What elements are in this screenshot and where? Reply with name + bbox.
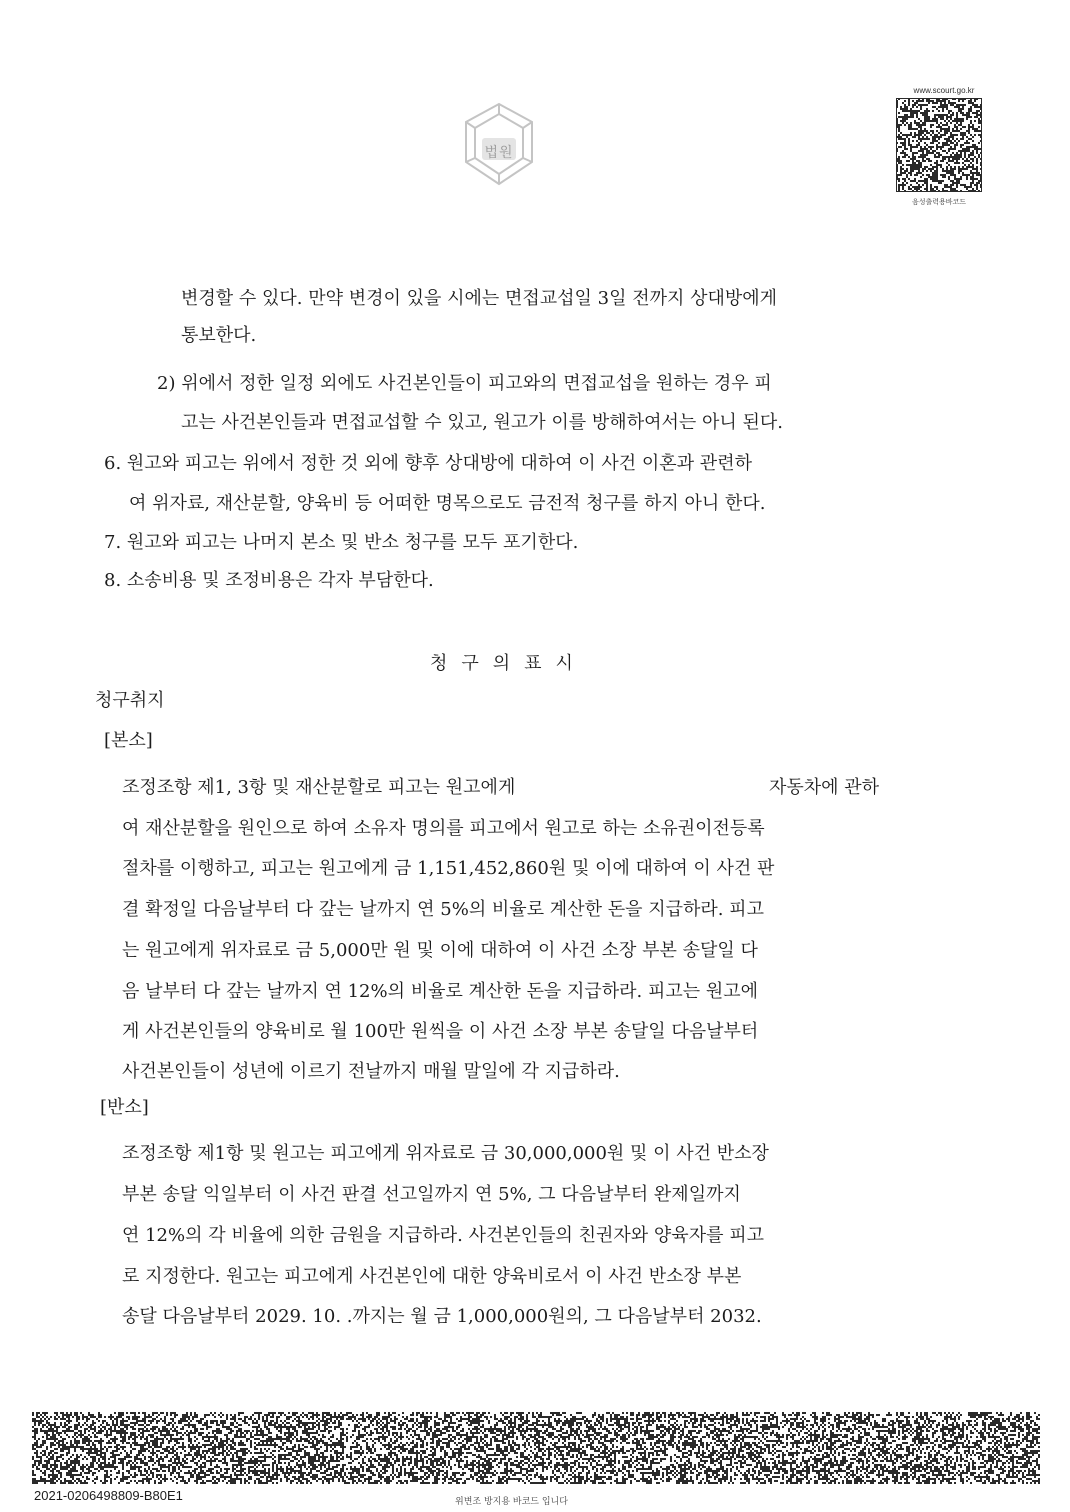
text-line: 자동차에 관하 bbox=[769, 777, 880, 798]
text-line: 여 위자료, 재산분할, 양육비 등 어떠한 명목으로도 금전적 청구를 하지 아니 한다. bbox=[129, 493, 766, 514]
text-line: 2) 위에서 정한 일정 외에도 사건본인들이 피고와의 면접교섭을 원하는 경우 피 bbox=[157, 373, 772, 394]
text-line: 결 확정일 다음날부터 다 갚는 날까지 연 5%의 비율로 계산한 돈을 지급하라. 피고 bbox=[122, 899, 764, 920]
section-label: [본소] bbox=[104, 730, 153, 751]
text-line: 통보한다. bbox=[181, 325, 257, 346]
text-line: 7. 원고와 피고는 나머지 본소 및 반소 청구를 모두 포기한다. bbox=[104, 532, 579, 553]
section-label: [반소] bbox=[100, 1097, 149, 1118]
text-line: 는 원고에게 위자료로 금 5,000만 원 및 이에 대하여 이 사건 소장 부본 송달일 다 bbox=[122, 940, 758, 961]
qr-code-icon bbox=[896, 98, 982, 192]
text-line: 연 12%의 각 비율에 의한 금원을 지급하라. 사건본인들의 친권자와 양육자를 피고 bbox=[122, 1225, 764, 1246]
text-line: 고는 사건본인들과 면접교섭할 수 있고, 원고가 이를 방해하여서는 아니 된다. bbox=[181, 412, 783, 433]
text-line: 게 사건본인들의 양육비로 월 100만 원씩을 이 사건 소장 부본 송달일 다음날부터 bbox=[122, 1021, 759, 1042]
barcode-note: 위변조 방지용 바코드 입니다 bbox=[455, 1497, 568, 1507]
text-line: 송달 다음날부터 2029. 10. .까지는 월 금 1,000,000원의, 그 다음날부터 2032. bbox=[122, 1306, 762, 1327]
court-emblem bbox=[460, 100, 538, 190]
emblem-text: 법원 bbox=[484, 145, 514, 161]
text-line: 조정조항 제1, 3항 및 재산분할로 피고는 원고에게 bbox=[122, 777, 516, 798]
qr-url: www.scourt.go.kr bbox=[913, 86, 975, 95]
text-line: 부본 송달 익일부터 이 사건 판결 선고일까지 연 5%, 그 다음날부터 완제일까지 bbox=[122, 1184, 741, 1205]
section-subheading: 청구취지 bbox=[95, 690, 165, 711]
anti-forgery-barcode-icon bbox=[32, 1412, 1040, 1484]
text-line: 6. 원고와 피고는 위에서 정한 것 외에 향후 상대방에 대하여 이 사건 이혼과 관련하 bbox=[104, 453, 752, 474]
section-heading: 청구의표시 bbox=[430, 653, 587, 674]
qr-caption: 음성출력용바코드 bbox=[911, 198, 967, 206]
text-line: 사건본인들이 성년에 이르기 전날까지 매월 말일에 각 지급하라. bbox=[122, 1061, 620, 1082]
text-line: 여 재산분할을 원인으로 하여 소유자 명의를 피고에서 원고로 하는 소유권이전등록 bbox=[122, 818, 765, 839]
text-line: 8. 소송비용 및 조정비용은 각자 부담한다. bbox=[104, 570, 434, 591]
text-line: 조정조항 제1항 및 원고는 피고에게 위자료로 금 30,000,000원 및 이 사건 반소장 bbox=[122, 1143, 769, 1164]
text-line: 변경할 수 있다. 만약 변경이 있을 시에는 면접교섭일 3일 전까지 상대방에게 bbox=[181, 288, 778, 309]
document-id: 2021-0206498809-B80E1 bbox=[34, 1488, 183, 1503]
text-line: 로 지정한다. 원고는 피고에게 사건본인에 대한 양육비로서 이 사건 반소장 부본 bbox=[122, 1266, 742, 1287]
text-line: 절차를 이행하고, 피고는 원고에게 금 1,151,452,860원 및 이에 대하여 이 사건 판 bbox=[122, 858, 775, 879]
text-line: 음 날부터 다 갚는 날까지 연 12%의 비율로 계산한 돈을 지급하라. 피고는 원고에 bbox=[122, 981, 759, 1002]
